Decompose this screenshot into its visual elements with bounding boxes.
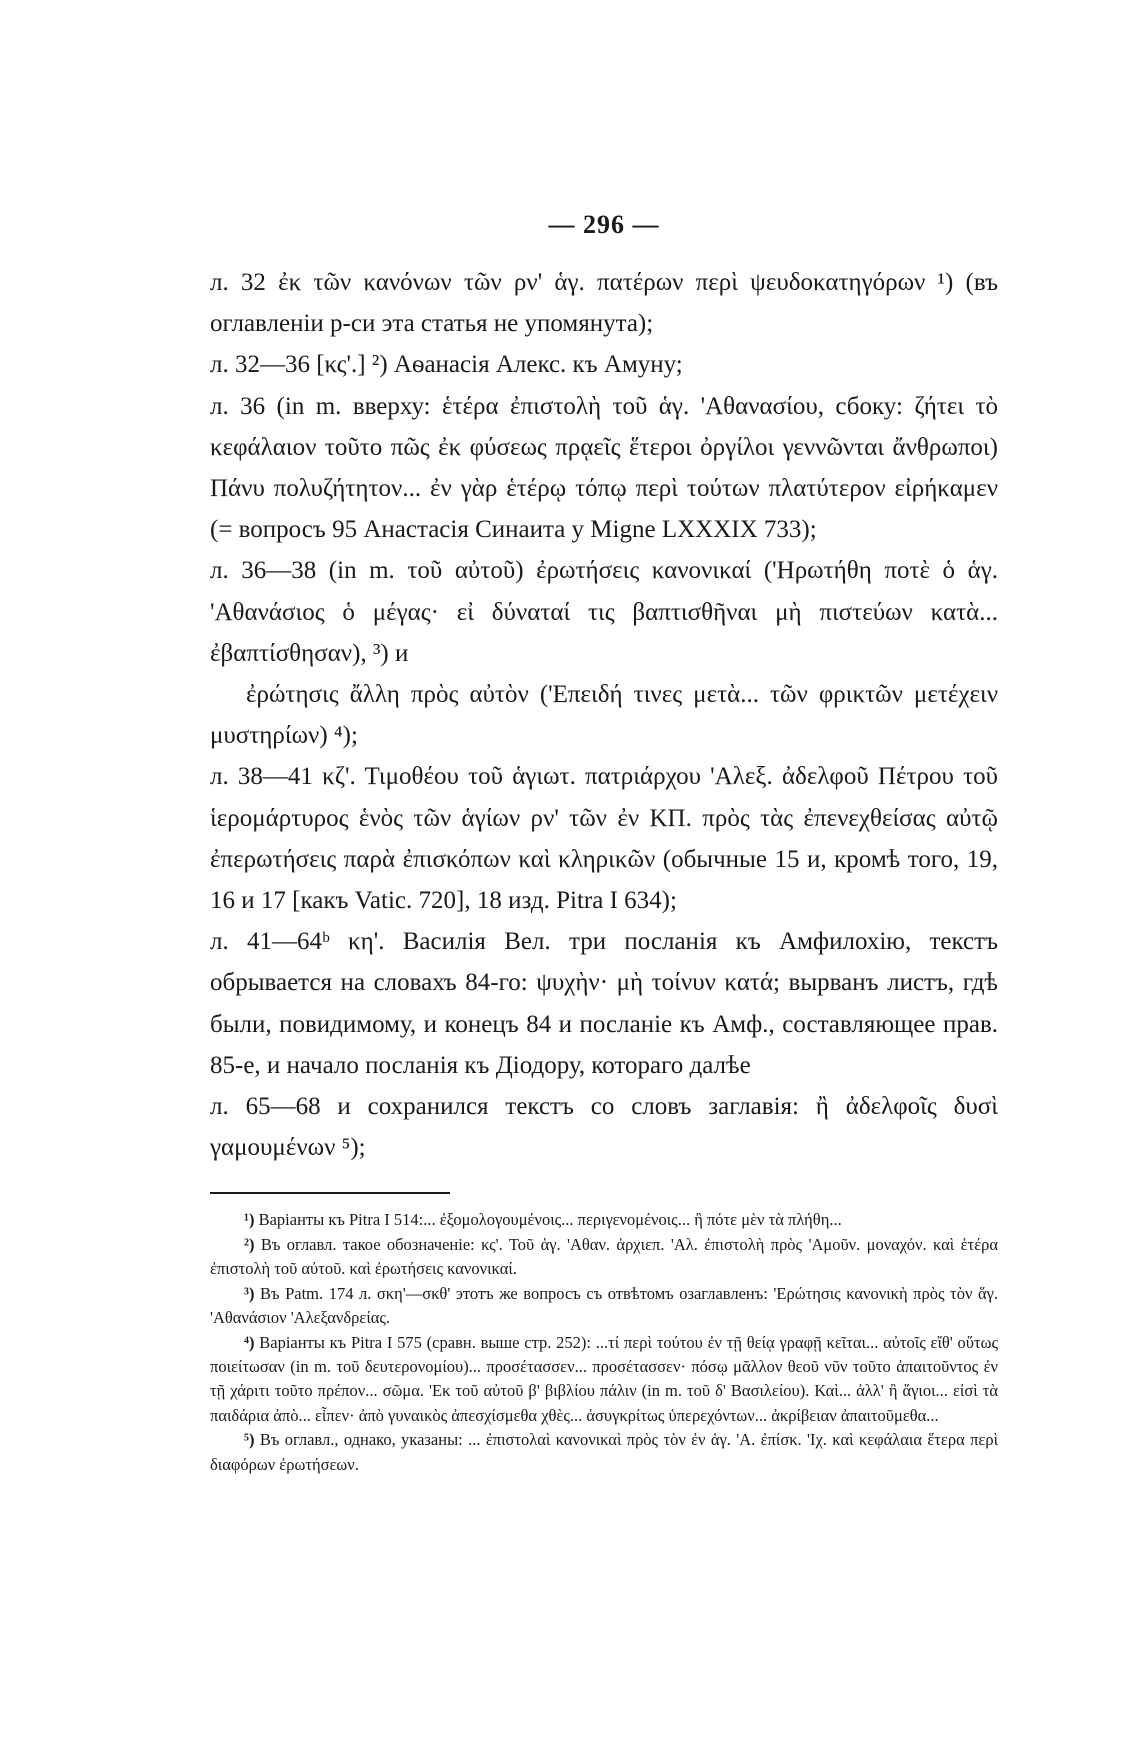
footnote-1	[210, 1208, 998, 1232]
footnote-2	[210, 1233, 998, 1282]
footnote-text: Варіанты къ Pitra I 575 (сравн. выше стр. 252): ...τί περὶ τούτου ἐν τῇ θείᾳ γραφῇ κεῖται... αὐτοῖς εἴθ' οὕτως ποιείτωσαν (in m. τοῦ δευτερονομίου)... προσέτασσεν... προσέτασσεν· πόσῳ μᾶλλον θεοῦ νῦν τοῦτο ἀπαιτοῦντος ἐν τῇ χάριτι τοῦτο πρέπον... σῶμα. 'Εκ τοῦ αὐτοῦ β' βιβλίου πάλιν (in m. τοῦ δ' Βασιλείου). Καὶ... ἀλλ' ἢ ἅγιοι... εἰσὶ τὰ παιδάρια ἀπὸ... εἶπεν· ἀπὸ γυναικὸς ἀπεσχίσμεθα χθὲς... ἀσυγκρίτως ὑπερεχόντων... ἀκρίβειαν ἀπαιτοῦμεθα...	[210, 1332, 999, 1425]
entry-2: л. 32—36 [κς'.] ²) Аѳанасія Алекс. къ Амуну;	[210, 351, 683, 379]
footnote-text: Въ оглавл., однако, указаны: ... ἐπιστολαὶ κανονικαὶ πρὸς τὸν ἐν ἁγ. 'Α. ἐπίσκ. 'Ιχ. καὶ κεφάλαια ἕτερα περὶ διαφόρων ἐρωτήσεων.	[210, 1430, 999, 1474]
footnote-3	[210, 1282, 998, 1331]
text-column	[210, 210, 998, 1477]
footnote-mark: ²)	[244, 1234, 255, 1254]
footnote-5	[210, 1428, 998, 1477]
entry-4: л. 36—38 (in m. τοῦ αὐτοῦ) ἐρωτήσεις κανονικαί ('Ηρωτήθη ποτὲ ὁ ἁγ. 'Αθανάσιος ὁ μέγας· εἰ δύναταί τις βαπτισθῆναι μὴ πιστεύων κατὰ... ἐβαπτίσθησαν), ³) и	[210, 557, 998, 667]
entry-5: ἐρώτησις ἄλλη πρὸς αὐτὸν ('Επειδή τινες μετὰ... τῶν φρικτῶν μετέχειν μυστηρίων) ⁴);	[210, 681, 998, 750]
footnote-mark: ⁴)	[244, 1332, 255, 1352]
footnote-mark: ³)	[244, 1283, 255, 1303]
footnote-mark: ⁵)	[244, 1430, 255, 1450]
entry-8: л. 65—68 и сохранился текстъ со словъ заглавія: ἢ ἀδελφοῖς δυσὶ γαμουμένων ⁵);	[210, 1093, 998, 1162]
footnote-4	[210, 1331, 998, 1429]
footnote-divider	[210, 1192, 450, 1194]
footnote-text: Въ Patm. 174 л. σκη'—σκθ' этотъ же вопросъ съ отвѣтомъ озаглавленъ: 'Ερώτησις κανονικὴ πρὸς τὸν ἅγ. 'Αθανάσιον 'Αλεξανδρείας.	[210, 1283, 999, 1328]
footnotes	[210, 1208, 998, 1476]
entry-6: л. 38—41 κζ'. Τιμοθέου τοῦ ἁγιωτ. πατριάρχου 'Αλεξ. ἀδελφοῦ Πέτρου τοῦ ἱερομάρτυρος ἑνὸς τῶν ἁγίων ρν' τῶν ἐν ΚΠ. πρὸς τὰς ἐπενεχθείσας αὐτῷ ἐπερωτήσεις παρὰ ἐπισκόπων καὶ κληρικῶν (обычные 15 и, кромѣ того, 19, 16 и 17 [какъ Vatic. 720], 18 изд. Pitra I 634);	[210, 763, 998, 915]
entry-3: л. 36 (in m. вверху: ἑτέρα ἐπιστολὴ τοῦ ἁγ. 'Αθανασίου, сбоку: ζήτει τὸ κεφάλαιον τοῦτο πῶς ἐκ φύσεως πρᾳεῖς ἕτεροι ὀργίλοι γεννῶνται ἄνθρωποι) Πάνυ πολυζήτητον... ἐν γὰρ ἑτέρῳ τόπῳ περὶ τούτων πλατύτερον εἰρήκαμεν (= вопросъ 95 Анастасія Синаита у Migne LXXXIX 733);	[210, 392, 998, 544]
body-text	[210, 262, 998, 1168]
footnote-text: Въ оглавл. такое обозначеніе: κς'. Τοῦ ἁγ. 'Αθαν. ἀρχιεπ. 'Αλ. ἐπιστολὴ πρὸς 'Αμοῦν. μοναχόν. καὶ ἑτέρα ἐπιστολὴ τοῦ αὐτοῦ. καὶ ἐρωτήσεις κανονικαί.	[210, 1234, 998, 1279]
footnote-mark: ¹)	[244, 1210, 255, 1230]
entry-7: л. 41—64ᵇ κη'. Василія Вел. три посланія къ Амфилохію, текстъ обрывается на словахъ 84-го: ψυχὴν· μὴ τοίνυν κατά; вырванъ листъ, гдѣ были, повидимому, и конецъ 84 и посланіе къ Амф., составляющее прав. 85-е, и начало посланія къ Діодору, котораго далѣе	[210, 928, 998, 1079]
footnote-text: Варіанты къ Pitra I 514:... ἐξομολογουμένοις... περιγενομένοις... ἢ πότε μὲν τὰ πλήθη...	[258, 1210, 842, 1230]
entry-1: л. 32 ἐκ τῶν κανόνων τῶν ρν' ἁγ. πατέρων περὶ ψευδοκατηγόρων ¹) (въ оглавленіи р-си эта статья не упомянута);	[210, 269, 998, 338]
page-number: — 296 —	[548, 210, 660, 239]
